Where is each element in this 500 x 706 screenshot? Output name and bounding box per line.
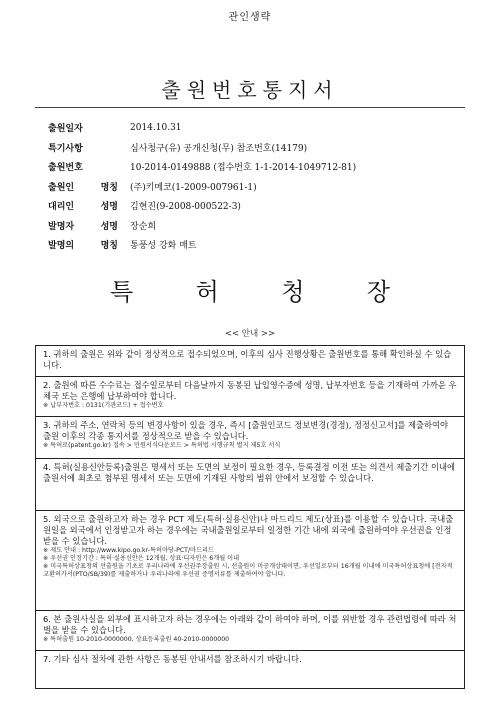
- guide-item-6: [36, 610, 464, 644]
- document-title: 출원번호통지서: [161, 78, 339, 102]
- info-row-applicant: [48, 177, 468, 197]
- info-value: 김현진(9-2008-000522-3): [130, 202, 241, 213]
- guide-item-text: 1. 귀하의 출원은 위와 같이 정상적으로 접수되었으며, 이후의 심사 진행상황은 출원번호를 통해 확인하실 수 있습니다.: [43, 349, 452, 370]
- guide-item-text: 4. 특허(실용신안등록)출원은 명세서 또는 도면의 보정이 필요한 경우, 등록결정 이전 또는 의견서 제출기간 이내에 출원서에 최초로 첨부된 명세서 또는 도면에 기재된 사항의 범위 안에서 보정할 수 있습니다.: [43, 462, 455, 483]
- info-row-invention-title: [48, 235, 468, 255]
- office-name-char: 특: [110, 278, 134, 306]
- guide-item-note: ※ 제도 안내 : http://www.kipo.go.kr-특허마당-PCT/마드리드: [43, 547, 214, 554]
- guide-item-4: [36, 458, 464, 484]
- info-label: 출원일자: [48, 124, 83, 135]
- guide-heading: << 안내 >>: [224, 329, 276, 339]
- info-row-agent: [48, 196, 468, 216]
- info-value: 장순희: [130, 221, 157, 232]
- info-label: 대리인 성명: [48, 202, 118, 213]
- stamp-omitted-label: 관인생략: [228, 12, 272, 23]
- info-value: 통풍성 강화 매트: [130, 241, 197, 252]
- office-name-char: 허: [195, 278, 219, 306]
- title-divider: [35, 107, 465, 108]
- info-label: 발명의 명칭: [48, 241, 118, 252]
- guide-item-text: 3. 귀하의 주소, 연락처 등의 변경사항이 있을 경우, 즉시 [출원인코드 정보변경(경정), 정정신고서]를 제출하여야 출원 이후의 각종 통지서를 정상적으로 받을 수 있습니다.: [43, 420, 449, 441]
- info-row-application-number: [48, 157, 468, 177]
- info-value: 10-2014-0149888 (접수번호 1-1-2014-1049712-81): [130, 163, 357, 174]
- guide-item-7: [36, 650, 464, 665]
- info-label: 발명자 성명: [48, 221, 118, 232]
- guide-item-text: 7. 기타 심사 절차에 관한 사항은 동봉된 안내서를 참조하시기 바랍니다.: [43, 654, 302, 664]
- info-label: 출원인 명칭: [48, 182, 118, 193]
- guide-item-note: ※ 특허출원 10-2010-0000000, 상표등록출원 40-2010-0000000: [43, 636, 230, 643]
- guide-item-1: [36, 346, 464, 371]
- guide-box: [35, 345, 465, 689]
- guide-item-note: ※ 미국특허상표청의 선출원을 기초로 우리나라에 우선권주장출원 시, 선출원이 미공개상태이면, 우선일로부터 16개월 이내에 미국특허상표청에 [전자적교환허가서(PTO/SB/39)를 제출하거나 우리나라에 우선권 증명서류를 제출하여야 합니다.: [43, 563, 453, 578]
- guide-item-text: 5. 외국으로 출원하고자 하는 경우 PCT 제도(특허·실용신안)나 마드리드 제도(상표)를 이용할 수 있습니다. 국내출원일을 외국에서 인정받고자 하는 경우에는 국내출원일로부터 일정한 기간 내에 외국에 출원하여야 우선권을 인정받을 수 있습니다.: [43, 514, 454, 546]
- info-value: 2014.10.31: [130, 122, 182, 133]
- office-name-char: 청: [281, 278, 305, 306]
- guide-item-5: [36, 510, 464, 579]
- info-label: 출원번호: [48, 163, 83, 174]
- office-name-heading: [40, 272, 460, 307]
- info-row-filing-date: [48, 118, 468, 138]
- info-value: 심사청구(유) 공개신청(무) 참조번호(14179): [130, 143, 308, 154]
- guide-item-note: ※ 우선권 인정기간 : 특허·실용신안은 12개월, 상표·디자인은 6개월 이내: [43, 555, 240, 562]
- guide-item-note: ※ 특허로(patent.go.kr) 접속 > 민원서식다운로드 > 특허법 시행규칙 별지 제5호 서식: [43, 442, 281, 449]
- guide-item-text: 2. 출원에 따른 수수료는 접수일로부터 다음날까지 동봉된 납입영수증에 성명, 납부자번호 등을 기재하여 가까운 우체국 또는 은행에 납부하여야 합니다.: [43, 380, 457, 401]
- guide-item-note: ※ 납부자번호 : 0131(기관코드) + 접수번호: [43, 402, 164, 409]
- info-row-inventor: [48, 216, 468, 236]
- info-value: (주)키메코(1-2009-007961-1): [130, 182, 257, 193]
- guide-item-text: 6. 본 출원사실을 외부에 표시하고자 하는 경우에는 아래와 같이 하여야 하며, 이를 위반할 경우 관련법령에 따라 처벌을 받을 수 있습니다.: [43, 614, 457, 635]
- guide-item-2: [36, 376, 464, 410]
- info-row-remarks: [48, 138, 468, 158]
- info-label: 특기사항: [48, 143, 83, 154]
- guide-item-3: [36, 416, 464, 450]
- office-name-char: 장: [366, 278, 390, 306]
- application-info-table: [48, 118, 468, 255]
